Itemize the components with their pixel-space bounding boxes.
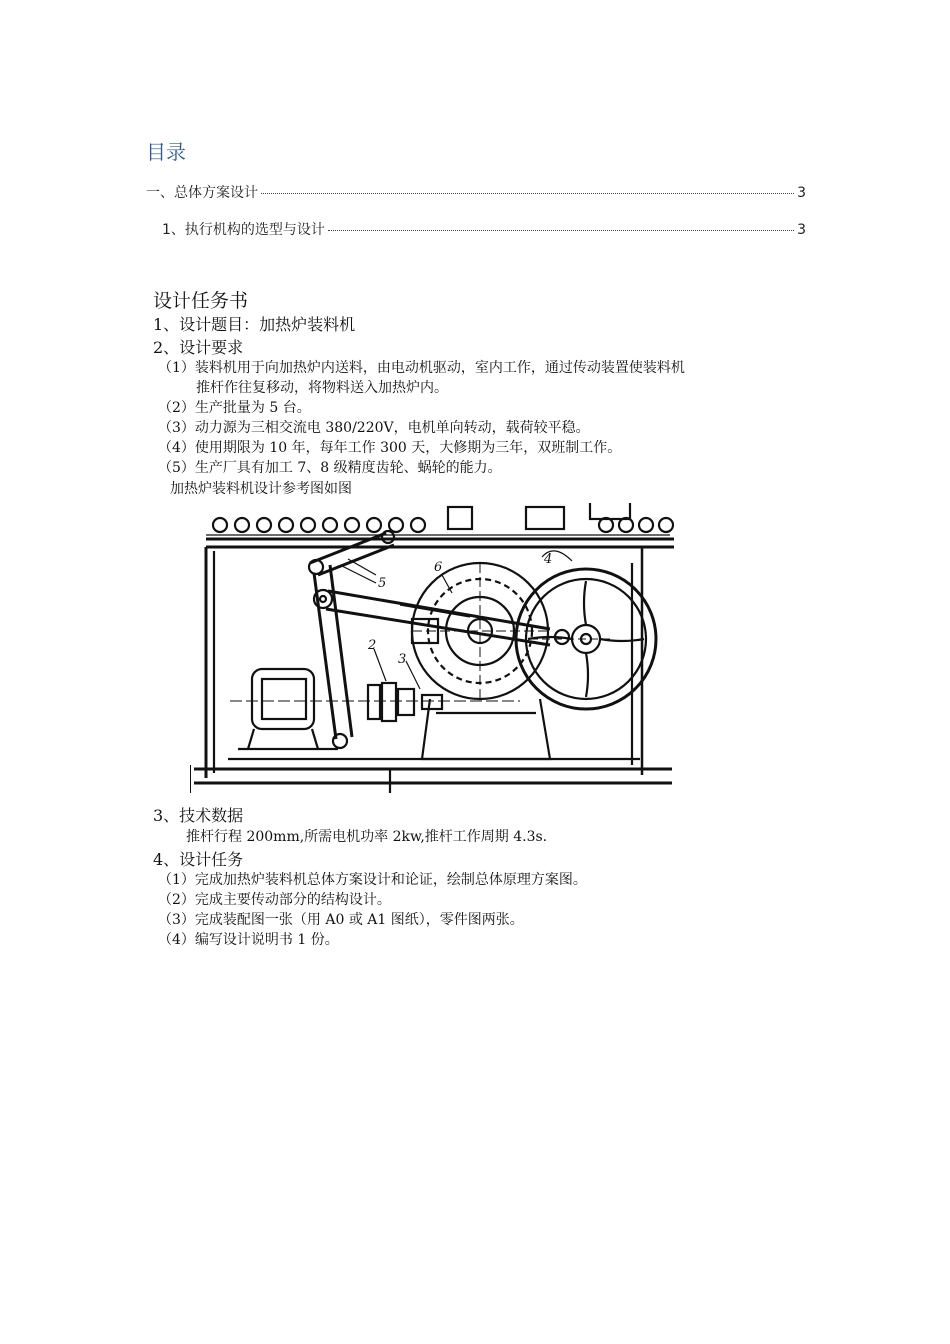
section-3-heading: 3、技术数据 bbox=[153, 806, 244, 825]
motor-and-coupling bbox=[230, 669, 520, 749]
requirement-5: （5）生产厂具有加工 7、8 级精度齿轮、蜗轮的能力。 bbox=[158, 460, 502, 476]
requirement-1: （1）装料机用于向加热炉内送料，由电动机驱动，室内工作，通过传动装置使装料机 bbox=[158, 360, 685, 376]
requirement-3: （3）动力源为三相交流电 380/220V，电机单向转动，载荷较平稳。 bbox=[158, 420, 590, 436]
tech-data: 推杆行程 200mm,所需电机功率 2kw,推杆工作周期 4.3s. bbox=[186, 829, 548, 845]
label-5: 5 bbox=[378, 576, 387, 591]
task-4: （4）编写设计说明书 1 份。 bbox=[158, 932, 339, 948]
task-2: （2）完成主要传动部分的结构设计。 bbox=[158, 892, 391, 908]
requirement-2: （2）生产批量为 5 台。 bbox=[158, 400, 311, 416]
toc-leader bbox=[261, 193, 794, 194]
toc-entry-page: 3 bbox=[797, 222, 806, 238]
roller-conveyor bbox=[206, 503, 674, 547]
requirement-4: （4）使用期限为 10 年，每年工作 300 天，大修期为三年，双班制工作。 bbox=[158, 440, 622, 456]
requirement-1-cont: 推杆作往复移动，将物料送入加热炉内。 bbox=[196, 380, 448, 396]
loader-mechanism-figure bbox=[190, 503, 674, 795]
toc-leader bbox=[328, 230, 794, 231]
toc-entry-page: 3 bbox=[797, 185, 806, 201]
label-3: 3 bbox=[398, 652, 407, 667]
section-2-heading: 2、设计要求 bbox=[153, 338, 244, 357]
figure-caption: 加热炉装料机设计参考图如图 bbox=[170, 481, 352, 497]
task-title: 设计任务书 bbox=[153, 290, 249, 312]
label-4: 4 bbox=[544, 552, 553, 567]
toc-entry-label: 1、执行机构的选型与设计 bbox=[162, 222, 325, 238]
toc-entry[interactable] bbox=[146, 182, 806, 202]
section-4-heading: 4、设计任务 bbox=[153, 850, 244, 869]
toc-entry[interactable] bbox=[162, 219, 806, 239]
label-6: 6 bbox=[434, 560, 443, 575]
task-3: （3）完成装配图一张（用 A0 或 A1 图纸），零件图两张。 bbox=[158, 912, 524, 928]
section-1-heading: 1、设计题目：加热炉装料机 bbox=[153, 315, 356, 334]
toc-title: 目录 bbox=[146, 140, 186, 164]
task-1: （1）完成加热炉装料机总体方案设计和论证，绘制总体原理方案图。 bbox=[158, 872, 587, 888]
crank-flywheel bbox=[516, 569, 656, 709]
label-2: 2 bbox=[368, 638, 377, 653]
toc-entry-label: 一、总体方案设计 bbox=[146, 185, 258, 201]
